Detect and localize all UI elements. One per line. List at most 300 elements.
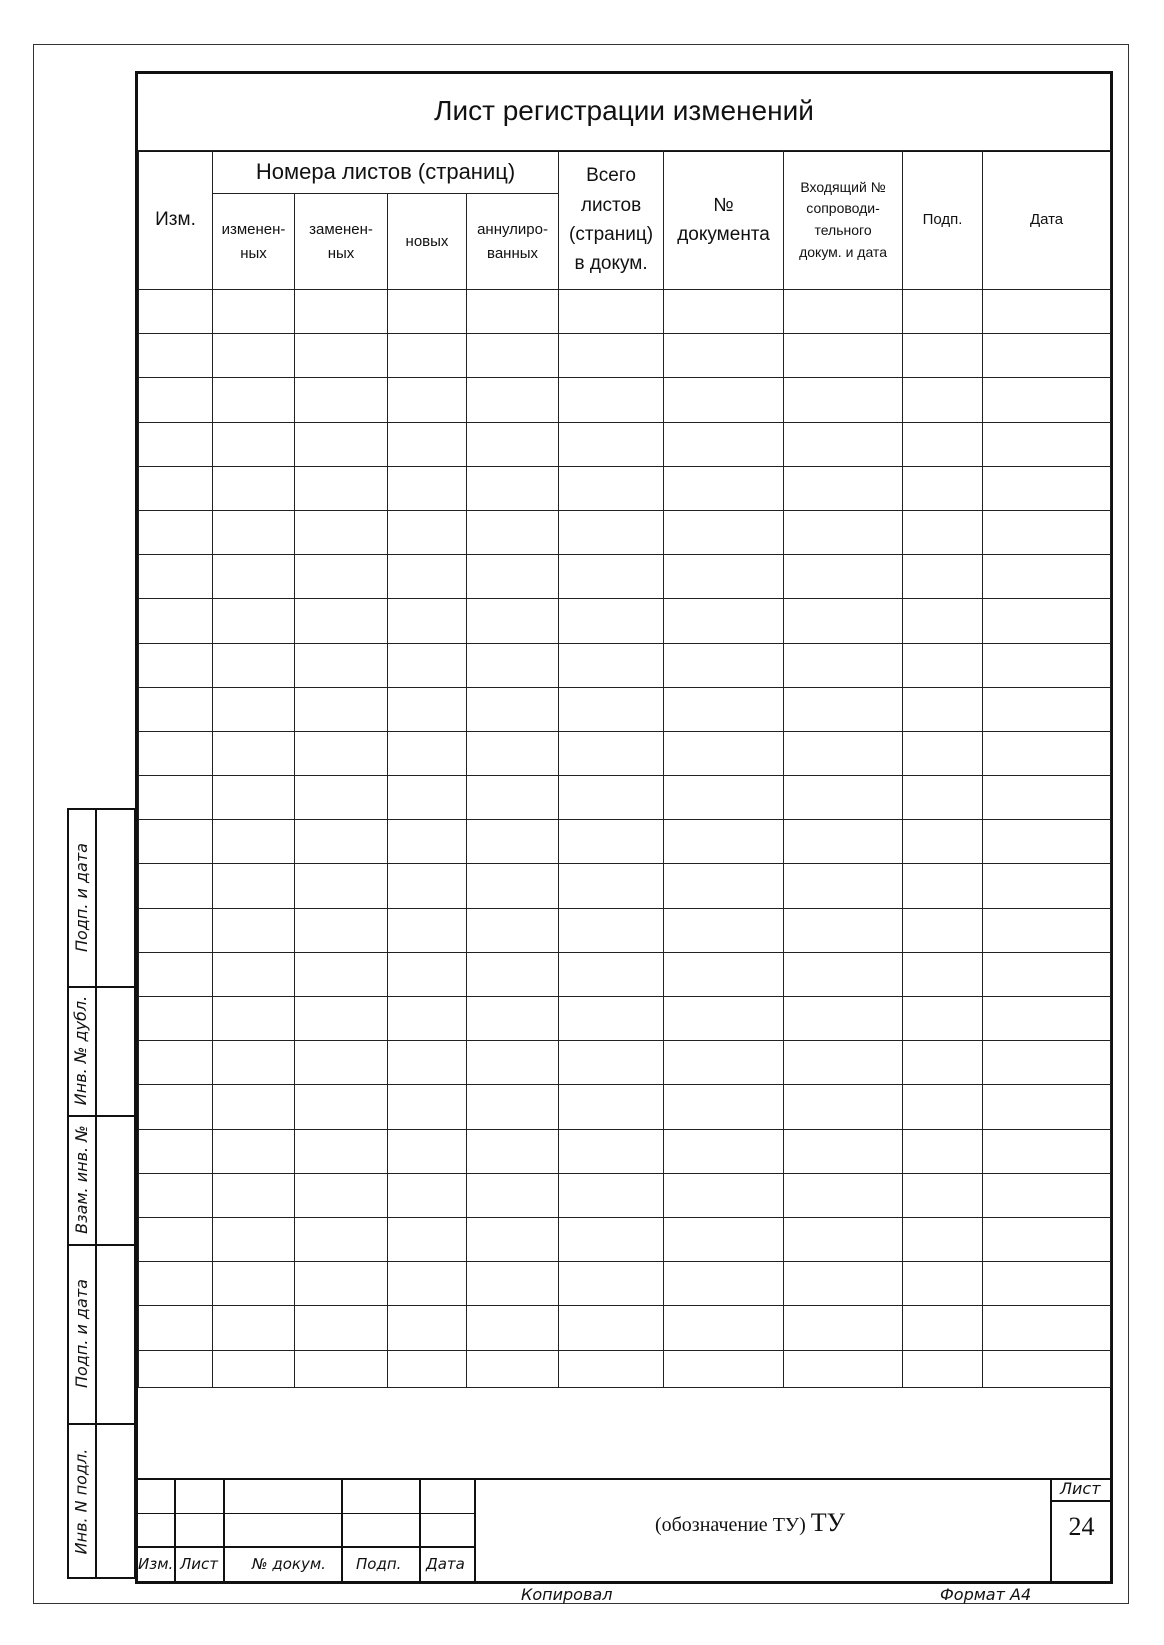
table-cell (784, 290, 903, 334)
col-total-sheets (559, 151, 664, 290)
table-cell (295, 1262, 388, 1306)
table-cell (295, 997, 388, 1041)
table-cell (213, 952, 295, 996)
table-cell (983, 1350, 1111, 1388)
table-row (139, 997, 1111, 1041)
table-cell (784, 643, 903, 687)
title-block-col-line (174, 1478, 176, 1584)
table-cell (664, 1041, 784, 1085)
table-cell (295, 776, 388, 820)
table-cell (139, 776, 213, 820)
table-cell (559, 952, 664, 996)
table-cell (295, 1306, 388, 1350)
title-block-top-line (135, 1478, 1113, 1480)
table-cell (784, 687, 903, 731)
table-cell (467, 687, 559, 731)
table-cell (664, 776, 784, 820)
table-cell (983, 1217, 1111, 1261)
footer-copied: Копировал (521, 1585, 613, 1604)
table-cell (295, 510, 388, 554)
table-cell (903, 1173, 983, 1217)
sheet-label: Лист (1060, 1479, 1101, 1498)
table-cell (784, 466, 903, 510)
table-cell (664, 510, 784, 554)
side-label-sign-date: Подп. и дата (71, 842, 91, 952)
table-row (139, 1262, 1111, 1306)
table-cell (983, 466, 1111, 510)
table-cell (983, 510, 1111, 554)
table-cell (295, 1129, 388, 1173)
table-cell (467, 820, 559, 864)
table-cell (903, 290, 983, 334)
side-label-repl-inv: Взам. инв. № (71, 1125, 91, 1234)
tb-docno-label: № докум. (252, 1555, 326, 1573)
table-cell (139, 687, 213, 731)
table-cell (467, 731, 559, 775)
table-cell (467, 1085, 559, 1129)
table-cell (388, 731, 467, 775)
table-cell (388, 510, 467, 554)
table-cell (139, 378, 213, 422)
table-cell (139, 1350, 213, 1388)
table-cell (213, 1262, 295, 1306)
table-cell (903, 1041, 983, 1085)
table-cell (295, 731, 388, 775)
col-cancelled (467, 194, 559, 290)
table-cell (559, 422, 664, 466)
table-cell (983, 864, 1111, 908)
table-cell (467, 599, 559, 643)
tb-list-label: Лист (180, 1555, 219, 1573)
table-cell (983, 997, 1111, 1041)
table-cell (784, 731, 903, 775)
col-incoming-doc (784, 151, 903, 290)
table-row (139, 1085, 1111, 1129)
table-cell (784, 334, 903, 378)
table-cell (903, 731, 983, 775)
designation-suffix: ТУ (810, 1508, 846, 1537)
table-cell (139, 555, 213, 599)
table-cell (664, 378, 784, 422)
table-cell (467, 864, 559, 908)
table-cell (983, 599, 1111, 643)
table-row (139, 290, 1111, 334)
table-cell (784, 776, 903, 820)
table-cell (213, 1306, 295, 1350)
sub-line: ных (327, 244, 355, 262)
table-cell (213, 510, 295, 554)
table-cell (903, 864, 983, 908)
table-cell (983, 334, 1111, 378)
table-cell (983, 1129, 1111, 1173)
table-cell (784, 422, 903, 466)
table-cell (467, 510, 559, 554)
table-cell (467, 1041, 559, 1085)
table-cell (295, 643, 388, 687)
table-cell (784, 555, 903, 599)
table-cell (903, 1129, 983, 1173)
table-cell (784, 1217, 903, 1261)
table-cell (559, 334, 664, 378)
table-cell (664, 599, 784, 643)
docno-line: № (713, 194, 734, 216)
table-cell (213, 1041, 295, 1085)
table-cell (784, 997, 903, 1041)
table-cell (559, 687, 664, 731)
table-cell (784, 1085, 903, 1129)
sub-line: ных (240, 244, 267, 262)
table-cell (213, 334, 295, 378)
table-cell (388, 1217, 467, 1261)
table-cell (213, 1085, 295, 1129)
side-label-sign-date-2: Подп. и дата (71, 1279, 91, 1388)
table-cell (559, 555, 664, 599)
table-cell (983, 643, 1111, 687)
table-cell (784, 1306, 903, 1350)
table-cell (295, 290, 388, 334)
table-cell (983, 422, 1111, 466)
table-cell (903, 555, 983, 599)
col-document-number (664, 151, 784, 290)
table-cell (295, 952, 388, 996)
docno-line: документа (677, 224, 770, 245)
table-cell (388, 820, 467, 864)
table-cell (784, 510, 903, 554)
table-cell (139, 1262, 213, 1306)
table-row (139, 952, 1111, 996)
sheet-number: 24 (1068, 1512, 1095, 1541)
change-registration-table (138, 150, 1111, 1388)
table-cell (903, 1306, 983, 1350)
table-cell (903, 378, 983, 422)
table-cell (559, 510, 664, 554)
table-cell (213, 908, 295, 952)
table-cell (467, 908, 559, 952)
table-cell (903, 908, 983, 952)
table-cell (664, 334, 784, 378)
col-replaced (295, 194, 388, 290)
table-cell (388, 1173, 467, 1217)
table-cell (388, 997, 467, 1041)
table-cell (213, 1173, 295, 1217)
table-cell (139, 599, 213, 643)
table-cell (664, 643, 784, 687)
incoming-line: сопроводи- (806, 200, 880, 217)
table-cell (295, 599, 388, 643)
table-cell (559, 466, 664, 510)
table-cell (903, 466, 983, 510)
table-cell (983, 952, 1111, 996)
table-cell (903, 1217, 983, 1261)
table-cell (388, 290, 467, 334)
table-cell (983, 687, 1111, 731)
table-cell (903, 952, 983, 996)
table-cell (295, 908, 388, 952)
table-cell (784, 1173, 903, 1217)
table-cell (295, 555, 388, 599)
table-cell (664, 687, 784, 731)
table-cell (213, 776, 295, 820)
table-cell (213, 864, 295, 908)
table-cell (139, 952, 213, 996)
table-cell (295, 466, 388, 510)
table-cell (664, 1217, 784, 1261)
table-cell (139, 820, 213, 864)
table-cell (467, 643, 559, 687)
table-cell (664, 820, 784, 864)
table-cell (467, 1217, 559, 1261)
total-line: (страниц) (569, 224, 654, 245)
table-cell (213, 1217, 295, 1261)
table-cell (388, 776, 467, 820)
table-cell (784, 952, 903, 996)
title-block-sheet-line (1050, 1500, 1113, 1502)
table-cell (139, 290, 213, 334)
table-cell (559, 1085, 664, 1129)
table-cell (903, 1350, 983, 1388)
table-cell (139, 997, 213, 1041)
table-row (139, 334, 1111, 378)
table-cell (467, 952, 559, 996)
table-cell (983, 820, 1111, 864)
table-row (139, 1217, 1111, 1261)
table-cell (983, 908, 1111, 952)
table-cell (213, 422, 295, 466)
incoming-line: Входящий № (800, 178, 886, 195)
table-row (139, 1173, 1111, 1217)
table-cell (467, 334, 559, 378)
table-cell (559, 1129, 664, 1173)
sub-line: ванных (487, 244, 539, 262)
table-cell (983, 1262, 1111, 1306)
incoming-line: тельного (814, 222, 872, 238)
table-cell (903, 687, 983, 731)
table-cell (664, 1173, 784, 1217)
table-cell (559, 1041, 664, 1085)
table-cell (903, 820, 983, 864)
table-cell (388, 555, 467, 599)
table-cell (983, 555, 1111, 599)
table-cell (213, 378, 295, 422)
table-row (139, 908, 1111, 952)
sub-line: заменен- (309, 221, 373, 239)
table-cell (983, 776, 1111, 820)
table-cell (213, 1129, 295, 1173)
table-body (139, 290, 1111, 1388)
table-row (139, 864, 1111, 908)
table-cell (559, 1262, 664, 1306)
table-cell (467, 997, 559, 1041)
table-cell (388, 422, 467, 466)
table-cell (213, 599, 295, 643)
table-cell (784, 908, 903, 952)
table-cell (388, 864, 467, 908)
table-cell (295, 378, 388, 422)
table-cell (213, 466, 295, 510)
sub-line: новых (405, 232, 449, 250)
table-cell (467, 1306, 559, 1350)
table-cell (139, 864, 213, 908)
table-cell (983, 1041, 1111, 1085)
table-cell (295, 422, 388, 466)
table-cell (664, 1085, 784, 1129)
table-cell (664, 952, 784, 996)
table-cell (213, 1350, 295, 1388)
table-cell (983, 1306, 1111, 1350)
table-cell (139, 908, 213, 952)
table-cell (903, 599, 983, 643)
table-cell (388, 1129, 467, 1173)
table-cell (388, 378, 467, 422)
table-cell (295, 1173, 388, 1217)
table-cell (664, 466, 784, 510)
table-cell (664, 1129, 784, 1173)
table-cell (213, 290, 295, 334)
total-line: листов (580, 194, 642, 216)
table-cell (664, 422, 784, 466)
table-cell (784, 1129, 903, 1173)
table-cell (295, 1041, 388, 1085)
table-cell (139, 1129, 213, 1173)
table-cell (467, 422, 559, 466)
sub-line: аннулиро- (477, 221, 548, 239)
table-cell (139, 1217, 213, 1261)
table-cell (664, 997, 784, 1041)
table-cell (559, 643, 664, 687)
total-line: в докум. (574, 253, 648, 275)
table-cell (559, 290, 664, 334)
table-cell (388, 1041, 467, 1085)
table-row (139, 599, 1111, 643)
col-changed (213, 194, 295, 290)
table-cell (559, 1350, 664, 1388)
col-date: Дата (983, 151, 1111, 290)
table-cell (784, 1262, 903, 1306)
table-row (139, 1041, 1111, 1085)
table-cell (467, 378, 559, 422)
table-cell (664, 1262, 784, 1306)
footer-format: Формат А4 (940, 1585, 1032, 1604)
table-cell (559, 776, 664, 820)
table-cell (139, 334, 213, 378)
table-row (139, 378, 1111, 422)
table-cell (388, 1085, 467, 1129)
title-block-col-line (223, 1478, 225, 1584)
table-cell (664, 1306, 784, 1350)
table-row (139, 643, 1111, 687)
table-row (139, 510, 1111, 554)
table-cell (467, 555, 559, 599)
table-cell (664, 555, 784, 599)
table-cell (903, 1085, 983, 1129)
table-cell (388, 599, 467, 643)
table-cell (903, 997, 983, 1041)
table-cell (983, 290, 1111, 334)
table-cell (295, 1085, 388, 1129)
title-block-col-line (341, 1478, 343, 1584)
table-cell (139, 422, 213, 466)
table-cell (983, 378, 1111, 422)
title-block-row-line (135, 1513, 475, 1514)
table-cell (784, 599, 903, 643)
table-cell (139, 510, 213, 554)
table-cell (784, 820, 903, 864)
table-cell (559, 599, 664, 643)
table-cell (467, 776, 559, 820)
table-row (139, 1350, 1111, 1388)
col-group-sheet-numbers: Номера листов (страниц) (213, 151, 559, 194)
table-row (139, 555, 1111, 599)
table-cell (388, 1306, 467, 1350)
table-cell (388, 1262, 467, 1306)
table-row (139, 776, 1111, 820)
table-cell (388, 643, 467, 687)
table-cell (559, 1306, 664, 1350)
table-cell (559, 997, 664, 1041)
table-cell (784, 1041, 903, 1085)
table-cell (467, 1262, 559, 1306)
table-cell (295, 687, 388, 731)
table-cell (784, 1350, 903, 1388)
table-cell (295, 1217, 388, 1261)
table-cell (213, 555, 295, 599)
table-cell (559, 378, 664, 422)
table-cell (295, 820, 388, 864)
sub-line: изменен- (221, 221, 286, 239)
table-cell (139, 466, 213, 510)
table-cell (467, 290, 559, 334)
table-cell (213, 643, 295, 687)
table-cell (467, 466, 559, 510)
tb-date-label: Дата (426, 1555, 465, 1573)
col-new (388, 194, 467, 290)
table-cell (467, 1173, 559, 1217)
table-cell (295, 1350, 388, 1388)
table-cell (388, 687, 467, 731)
incoming-line: докум. и дата (799, 243, 887, 260)
side-label-orig-inv: Инв. N подл. (71, 1448, 91, 1554)
table-cell (559, 1173, 664, 1217)
table-row (139, 687, 1111, 731)
table-cell (213, 997, 295, 1041)
table-row (139, 1129, 1111, 1173)
table-cell (139, 1041, 213, 1085)
table-row (139, 466, 1111, 510)
tb-sign-label: Подп. (356, 1555, 402, 1573)
table-cell (388, 466, 467, 510)
table-cell (388, 908, 467, 952)
table-cell (139, 1085, 213, 1129)
side-strip-divider (95, 808, 97, 1579)
table-row (139, 1306, 1111, 1350)
table-cell (139, 731, 213, 775)
table-cell (388, 334, 467, 378)
table-cell (664, 908, 784, 952)
table-cell (295, 334, 388, 378)
table-cell (467, 1350, 559, 1388)
table-cell (664, 290, 784, 334)
table-cell (983, 1173, 1111, 1217)
table-cell (983, 731, 1111, 775)
table-cell (139, 1173, 213, 1217)
table-cell (664, 864, 784, 908)
table-cell (664, 731, 784, 775)
table-cell (903, 510, 983, 554)
tb-izm-label: Изм. (138, 1555, 174, 1573)
table-cell (903, 776, 983, 820)
table-cell (903, 422, 983, 466)
table-cell (213, 820, 295, 864)
